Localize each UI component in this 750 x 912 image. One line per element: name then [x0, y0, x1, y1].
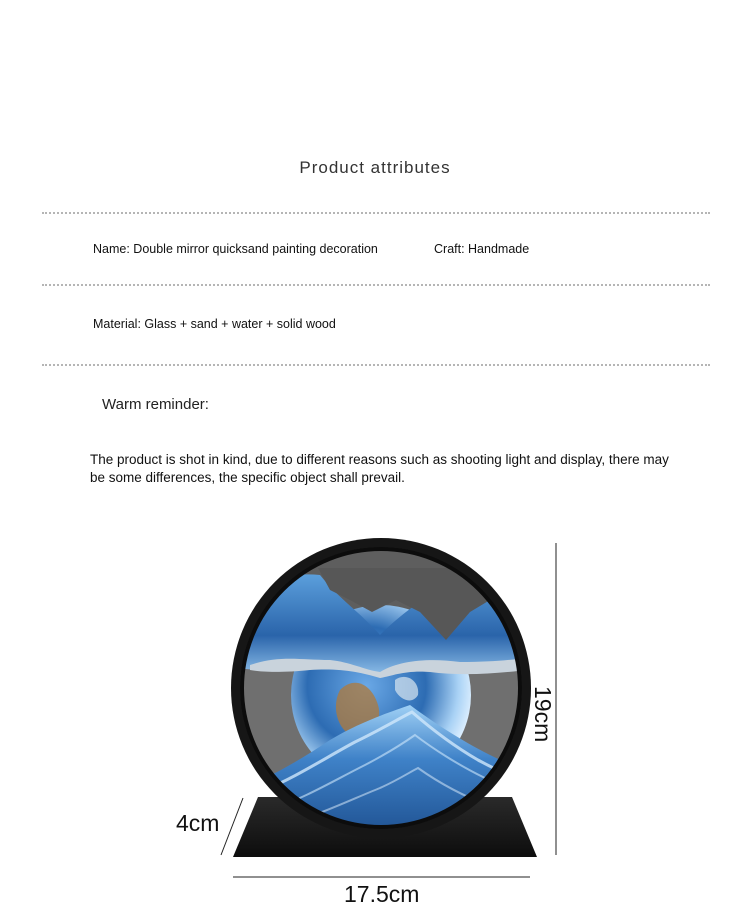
width-label: 17.5cm	[344, 881, 420, 907]
depth-label: 4cm	[176, 810, 220, 836]
attribute-craft: Craft: Handmade	[434, 242, 530, 256]
reminder-heading: Warm reminder:	[102, 396, 209, 413]
height-label: 19cm	[530, 686, 556, 743]
attribute-name: Name: Double mirror quicksand painting decoration	[93, 242, 378, 256]
page-title: Product attributes	[299, 158, 451, 177]
attribute-material: Material: Glass + sand + water + solid wood	[93, 317, 336, 331]
reminder-text: The product is shot in kind, due to different reasons such as shooting light and display, there may be some differences, the specific object shall prevail.	[90, 452, 669, 485]
